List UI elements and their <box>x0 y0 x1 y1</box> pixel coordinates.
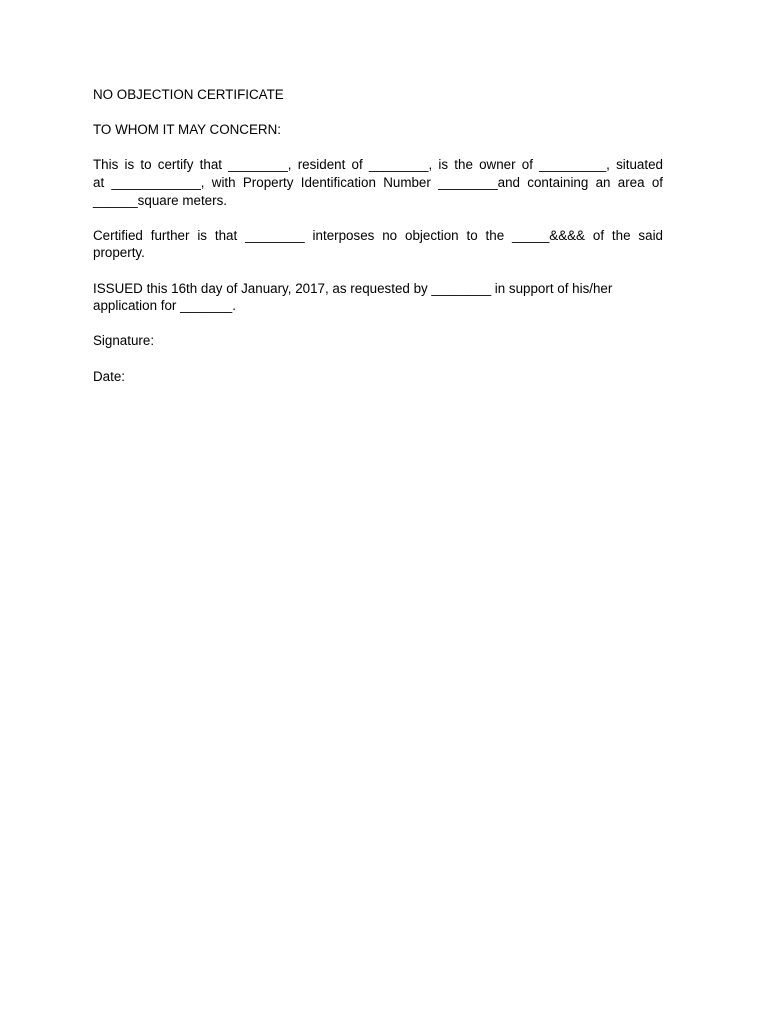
paragraph-line: application for _______. <box>93 298 236 314</box>
paragraph-line: Certified further is that ________ interposes no objection to the _____&&&& of the said <box>93 227 663 243</box>
paragraph-line: property. <box>93 245 145 261</box>
paragraph-line: This is to certify that ________, resident of ________, is the owner of _________, situated <box>93 157 663 173</box>
paragraph-line: ______square meters. <box>93 192 227 208</box>
document-body <box>93 86 663 403</box>
paragraph-line: at ____________, with Property Identification Number ________and containing an area of <box>93 174 663 190</box>
no-objection-paragraph <box>93 227 663 262</box>
date-label: Date: <box>93 368 126 384</box>
document-title: NO OBJECTION CERTIFICATE <box>93 87 284 102</box>
paragraph-line: ISSUED this 16th day of January, 2017, as requested by ________ in support of his/her <box>93 280 613 296</box>
salutation: TO WHOM IT MAY CONCERN: <box>93 122 281 138</box>
signature-label: Signature: <box>93 333 155 349</box>
issuance-paragraph <box>93 280 663 315</box>
certification-paragraph <box>93 156 663 209</box>
